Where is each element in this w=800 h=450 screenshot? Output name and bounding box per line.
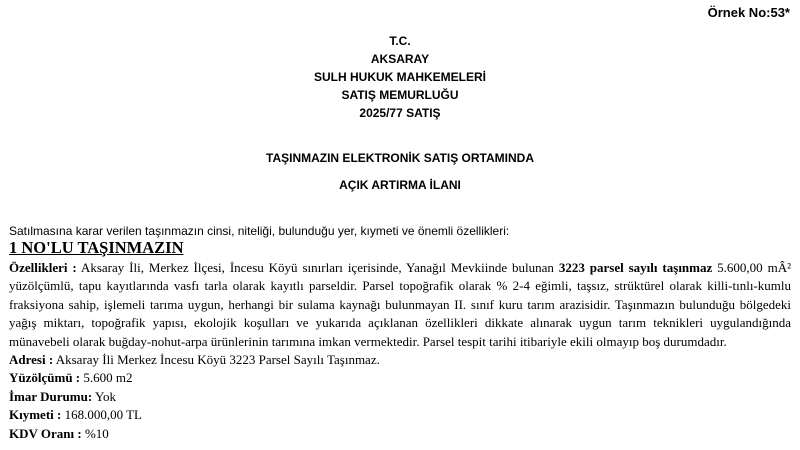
property-details	[9, 259, 791, 443]
zoning-value: Yok	[92, 388, 117, 404]
address-row	[9, 351, 791, 369]
area-value: 5.600 m2	[80, 370, 133, 386]
vat-value: %10	[81, 425, 109, 441]
announcement-title-line2: AÇIK ARTIRMA İLANI	[339, 178, 461, 192]
features-text-2: 5.600,00 mÂ² yüzölçümlü, tapu kayıtlarında vasfı tarla olarak kayıtlı parseldir. Parsel topoğrafik olarak % 2-4 eğimli, taşsız, strüktürel olarak killi-tınlı-kumlu fraksiyona sahip, işlemeli tarıma uygun, herhangi bir sulama kaynağı bulunmayan II. sınıf kuru tarım arazisidir. Taşınmazın bulunduğu bölgedeki yağış miktarı, topoğrafik yapısı, ekolojik koşulları ve yukarıda açıklanan özellikleri dikkate alınarak uygun tarım teknikleri uygulandığında münavebeli olarak buğday-nohut-arpa ürünlerinin tarımına imkan vermektedir. Parsel tespit tarihi itibariyle ekili olmayıp boş durumdadır.	[9, 260, 791, 349]
header-court: SULH HUKUK MAHKEMELERİ	[314, 70, 486, 84]
zoning-row	[9, 388, 791, 406]
vat-label: KDV Oranı :	[9, 425, 82, 441]
features-text-1: Aksaray İli, Merkez İlçesi, İncesu Köyü sınırları içerisinde, Yanağıl Mevkiinde bulunan	[76, 260, 559, 275]
header-city: AKSARAY	[370, 52, 430, 66]
address-label: Adresi :	[9, 352, 54, 368]
header-tc: T.C.	[389, 34, 411, 48]
area-label: Yüzölçümü :	[9, 370, 81, 386]
intro-text: Satılmasına karar verilen taşınmazın cinsi, niteliği, bulunduğu yer, kıymeti ve önemli özellikleri:	[9, 224, 510, 238]
vat-row	[9, 425, 791, 443]
header-office: SATIŞ MEMURLUĞU	[341, 88, 459, 102]
zoning-label: İmar Durumu:	[9, 388, 93, 404]
value-row	[9, 406, 791, 424]
area-row	[9, 369, 791, 387]
example-number: Örnek No:53*	[707, 5, 790, 20]
property-heading: 1 NO'LU TAŞINMAZIN	[9, 238, 184, 257]
announcement-title-line1: TAŞINMAZIN ELEKTRONİK SATIŞ ORTAMINDA	[266, 151, 534, 165]
features-parcel: 3223 parsel sayılı taşınmaz	[558, 260, 713, 275]
address-value: Aksaray İli Merkez İncesu Köyü 3223 Parsel Sayılı Taşınmaz.	[53, 352, 380, 368]
header-case-number: 2025/77 SATIŞ	[359, 106, 441, 120]
court-header	[0, 32, 800, 122]
value-label: Kıymeti :	[9, 407, 62, 423]
features-label: Özellikleri :	[9, 260, 77, 275]
features-paragraph	[9, 259, 791, 351]
value-value: 168.000,00 TL	[61, 407, 142, 423]
